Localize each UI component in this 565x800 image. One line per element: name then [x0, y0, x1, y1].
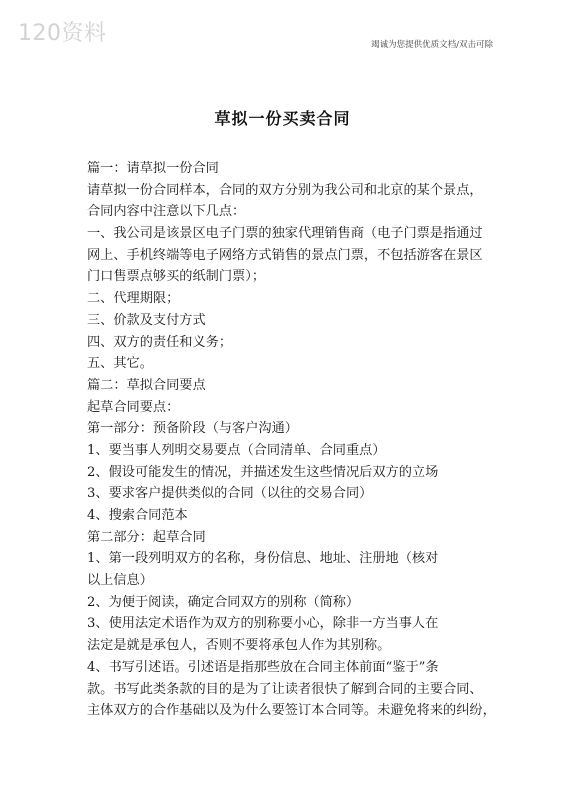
body-line: 款。书写此类条款的目的是为了让读者很快了解到合同的主要合同、 — [87, 681, 483, 697]
document-title: 草拟一份买卖合同 — [214, 109, 351, 128]
body-line: 五、其它。 — [87, 356, 153, 372]
body-line: 门口售票点够买的纸制门票）； — [87, 269, 266, 285]
body-line: 二、代理期限； — [87, 291, 180, 307]
header-note: 竭诚为您提供优质文档/双击可除 — [371, 40, 493, 50]
body-line: 合同内容中注意以下几点： — [87, 204, 246, 220]
body-line: 3、使用法定术语作为双方的别称要小心，除非一方当事人在 — [87, 616, 439, 632]
body-line: 4、书写引述语。引述语是指那些放在合同主体前面“鉴于”条 — [87, 659, 439, 675]
body-line: 4、搜索合同范本 — [87, 508, 188, 523]
body-line: 法定是就是承包人，否则不要将承包人作为其别称。 — [87, 638, 391, 654]
body-line: 篇一：请草拟一份合同 — [87, 161, 219, 176]
body-line: 第二部分：起草合同 — [87, 529, 206, 545]
body-line: 请草拟一份合同样本，合同的双方分别为我公司和北京的某个景点， — [87, 182, 483, 198]
body-line: 以上信息） — [87, 573, 153, 589]
watermark: 120资料 — [18, 21, 107, 46]
body-line: 三、价款及支付方式 — [87, 312, 206, 328]
body-line: 篇二：草拟合同要点 — [87, 377, 206, 393]
body-line: 第一部分：预备阶段（与客户沟通） — [87, 421, 298, 437]
document-body — [87, 158, 499, 722]
body-line: 1、要当事人列明交易要点（合同清单、合同重点） — [87, 442, 386, 458]
body-line: 一、我公司是该景区电子门票的独家代理销售商（电子门票是指通过 — [87, 226, 483, 242]
body-line: 主体双方的合作基础以及为什么要签订本合同等。未避免将来的纠纷， — [87, 703, 496, 719]
body-line: 2、为便于阅读，确定合同双方的别称（简称） — [87, 594, 360, 610]
body-line: 起草合同要点： — [87, 399, 180, 415]
body-line: 2、假设可能发生的情况，并描述发生这些情况后双方的立场 — [87, 464, 439, 480]
body-line: 1、第一段列明双方的名称，身份信息、地址、注册地（核对 — [87, 551, 439, 567]
body-line: 四、双方的责任和义务； — [87, 334, 233, 350]
body-line: 网上、手机终端等电子网络方式销售的景点门票，不包括游客在景区 — [87, 247, 483, 263]
body-line: 3、要求客户提供类似的合同（以往的交易合同） — [87, 486, 373, 502]
